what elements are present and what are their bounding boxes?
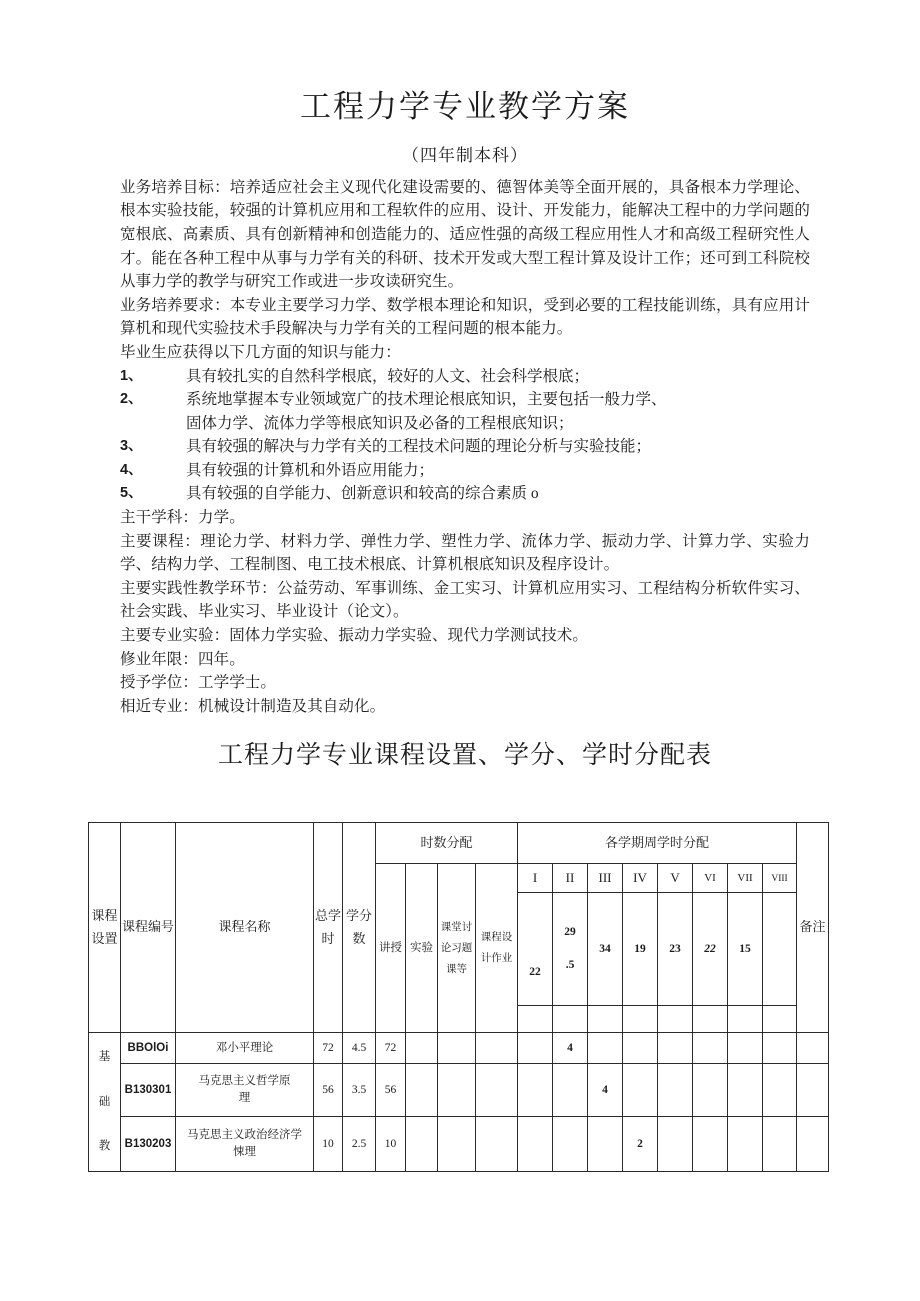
table-row: [89, 1117, 829, 1172]
cell-design: [476, 1064, 518, 1117]
paragraph-study-duration: 修业年限：四年。: [120, 650, 245, 668]
cell-design: [476, 1117, 518, 1172]
header-discussion-label: 课堂讨论习题课等: [440, 921, 473, 975]
header-total-hours: [314, 823, 343, 1033]
spacer-semester-4: [623, 1006, 658, 1033]
cell-sem-6: [693, 1033, 728, 1064]
header-remarks: [797, 823, 829, 1033]
header-design-homework-label: 课程设计作业: [480, 932, 513, 964]
list-item-line: 具有较强的计算机和外语应用能力；: [186, 461, 435, 479]
list-item-line: 具有较强的解决与力学有关的工程技术问题的理论分析与实验技能；: [186, 438, 652, 456]
paragraph-main-discipline: 主干学科：力学。: [120, 509, 245, 527]
cell-sem-2: [553, 1117, 588, 1172]
header-semester-1: [518, 864, 553, 893]
cell-lecture: 56: [376, 1064, 406, 1117]
header-experiment-label: 实验: [410, 941, 433, 954]
cell-sem-4: [623, 1064, 658, 1117]
header-weekly-hours-label: 各学期周学时分配: [605, 834, 710, 850]
paragraph-graduate-intro: 毕业生应获得以下几方面的知识与能力：: [120, 343, 401, 361]
course-schedule-table-wrapper: [88, 822, 828, 1172]
table-title: 工程力学专业课程设置、学分、学时分配表: [217, 742, 712, 770]
course-name-line: 马克思主义哲学原: [198, 1075, 291, 1088]
document-body: [120, 0, 810, 783]
total-semester-2-top: 29: [564, 926, 576, 939]
abilities-list: [120, 365, 810, 507]
paragraph-training-objective: 业务培养目标：培养适应社会主义现代化建设需要的、德智体美等全面开展的，具备根本力学理论、根本实验技能，较强的计算机应用和工程软件的应用、设计、开发能力，能解决工程中的力学问题的宽根底、高素质、具有创新精神和创造能力的、适应性强的高级工程应用性人才和高级工程研究性人才。能在各种工程中从事与力学有关的科研、技术开发或大型工程计算及设计工作；还可到工科院校从事力学的教学与研究工作或进一步攻读研究生。: [120, 178, 810, 291]
cell-sem-2: 4: [553, 1033, 588, 1064]
semester-label: V: [670, 869, 680, 885]
list-item: [120, 388, 810, 435]
paragraph-training-requirement: 业务培养要求：本专业主要学习力学、数学根本理论和知识，受到必要的工程技能训练，具有应用计算机和现代实验技术手段解决与力学有关的工程问题的根本能力。: [120, 296, 810, 338]
table-row: [89, 1064, 829, 1117]
cell-sem-6: [693, 1064, 728, 1117]
semester-label: VIII: [771, 873, 788, 884]
page-subtitle: （四年制本科）: [402, 145, 528, 165]
cell-sem-6: [693, 1117, 728, 1172]
cell-lecture: 10: [376, 1117, 406, 1172]
cell-sem-1: [518, 1117, 553, 1172]
list-item: [120, 435, 810, 459]
cell-sem-7: [728, 1064, 763, 1117]
spacer-semester-6: [693, 1006, 728, 1033]
list-item-line: 固体力学、流体力学等根底知识及必备的工程根底知识；: [186, 414, 574, 432]
cell-sem-5: [658, 1033, 693, 1064]
spacer-semester-7: [728, 1006, 763, 1033]
paragraph-related-major: 相近专业：机械设计制造及其自动化。: [120, 697, 386, 715]
cell-sem-8: [763, 1117, 797, 1172]
cell-course-code: B130301: [121, 1064, 176, 1117]
semester-label: VII: [737, 871, 753, 884]
header-total-hours-label: 总学时: [314, 907, 341, 946]
header-course-code-label: 课程编号: [121, 919, 174, 935]
page-title: 工程力学专业教学方案: [300, 89, 630, 124]
list-item-number: 2、: [120, 391, 143, 408]
list-item-text: [186, 365, 810, 389]
header-credits-label: 学分数: [345, 907, 372, 946]
cell-credits: 4.5: [343, 1033, 376, 1064]
list-item-line: 具有较扎实的自然科学根底，较好的人文、社会科学根底；: [186, 367, 590, 385]
header-lecture: [376, 864, 406, 1033]
header-weekly-hours: [518, 823, 797, 864]
cell-sem-4: 2: [623, 1117, 658, 1172]
cell-sem-7: [728, 1033, 763, 1064]
header-hours-distribution-label: 时数分配: [420, 834, 473, 850]
cell-total-hours: 10: [314, 1117, 343, 1172]
list-item-number: 5、: [120, 485, 143, 502]
list-item-number: 3、: [120, 438, 143, 455]
header-course-code: [121, 823, 176, 1033]
cell-sem-2: [553, 1064, 588, 1117]
cell-course-code: B130203: [121, 1117, 176, 1172]
list-item-line: 具有较强的自学能力、创新意识和较高的综合素质 o: [186, 485, 539, 503]
list-item-line: 系统地掌握本专业领域宽广的技术理论根底知识，主要包括一般力学、: [186, 391, 667, 409]
course-name-line: 理: [238, 1092, 251, 1104]
header-course-name: [176, 823, 314, 1033]
cell-sem-1: [518, 1064, 553, 1117]
cell-course-code: BBOlOi: [121, 1033, 176, 1064]
cell-credits: 3.5: [343, 1064, 376, 1117]
spacer-semester-1: [518, 1006, 553, 1033]
cell-experiment: [406, 1033, 438, 1064]
table-row: [89, 1033, 829, 1064]
header-lecture-label: 讲授: [379, 941, 402, 954]
header-course-setup: [89, 823, 121, 1033]
list-item-text: [186, 459, 810, 483]
cell-sem-5: [658, 1117, 693, 1172]
cell-sem-1: [518, 1033, 553, 1064]
cell-remark: [797, 1117, 829, 1172]
semester-label: II: [565, 869, 575, 885]
cell-course-name: [176, 1117, 314, 1172]
header-remarks-label: 备注: [799, 919, 826, 935]
list-item-number: 1、: [120, 367, 143, 384]
total-semester-2: [553, 893, 588, 1006]
header-discussion: [438, 864, 476, 1033]
header-semester-4: [623, 864, 658, 893]
cell-design: [476, 1033, 518, 1064]
total-semester-1: 22: [518, 893, 553, 1006]
total-semester-3: 34: [588, 893, 623, 1006]
paragraph-practical-teaching: 主要实践性教学环节：公益劳动、军事训练、金工实习、计算机应用实习、工程结构分析软件实习、社会实践、毕业实习、毕业设计（论文）。: [120, 579, 810, 621]
category-char: 基: [98, 1050, 111, 1063]
category-basic-education: [89, 1033, 121, 1172]
list-item-text: [186, 435, 810, 459]
cell-sem-7: [728, 1117, 763, 1172]
cell-sem-4: [623, 1033, 658, 1064]
course-name-line: 邓小平理论: [215, 1041, 274, 1054]
table-header-row-1: [89, 823, 829, 864]
header-semester-7: [728, 864, 763, 893]
cell-sem-3: [588, 1033, 623, 1064]
course-name-line: 马克思主义政治经济学: [187, 1129, 302, 1142]
cell-course-name: [176, 1064, 314, 1117]
spacer-semester-8: [763, 1006, 797, 1033]
spacer-semester-2: [553, 1006, 588, 1033]
header-hours-distribution: [376, 823, 518, 864]
header-semester-8: [763, 864, 797, 893]
cell-sem-3: 4: [588, 1064, 623, 1117]
semester-label: I: [532, 869, 538, 885]
cell-discussion: [438, 1064, 476, 1117]
total-semester-2-bottom: .5: [565, 959, 575, 971]
cell-course-name: [176, 1033, 314, 1064]
list-item: [120, 365, 810, 389]
cell-total-hours: 72: [314, 1033, 343, 1064]
paragraph-main-courses: 主要课程：理论力学、材料力学、弹性力学、塑性力学、流体力学、振动力学、计算力学、实验力学、结构力学、工程制图、电工技术根底、计算机根底知识及程序设计。: [120, 532, 810, 574]
total-semester-5: 23: [658, 893, 693, 1006]
total-semester-6: 22: [693, 893, 728, 1006]
list-item: [120, 482, 810, 506]
list-item: [120, 459, 810, 483]
semester-label: VI: [704, 871, 716, 884]
cell-discussion: [438, 1117, 476, 1172]
spacer-semester-5: [658, 1006, 693, 1033]
header-semester-5: [658, 864, 693, 893]
cell-remark: [797, 1033, 829, 1064]
header-experiment: [406, 864, 438, 1033]
header-semester-3: [588, 864, 623, 893]
semester-label: IV: [633, 869, 647, 885]
header-semester-2: [553, 864, 588, 893]
cell-total-hours: 56: [314, 1064, 343, 1117]
total-semester-4: 19: [623, 893, 658, 1006]
cell-sem-3: [588, 1117, 623, 1172]
list-item-text: [186, 388, 810, 435]
total-semester-8: [763, 893, 797, 1006]
total-semester-7: 15: [728, 893, 763, 1006]
spacer-semester-3: [588, 1006, 623, 1033]
list-item-number: 4、: [120, 461, 143, 478]
course-schedule-table: [88, 822, 829, 1172]
course-name-line: 悚理: [233, 1146, 256, 1158]
cell-credits: 2.5: [343, 1117, 376, 1172]
cell-discussion: [438, 1033, 476, 1064]
category-char: 础: [98, 1095, 111, 1108]
header-semester-6: [693, 864, 728, 893]
header-credits: [343, 823, 376, 1033]
cell-lecture: 72: [376, 1033, 406, 1064]
cell-experiment: [406, 1117, 438, 1172]
cell-sem-8: [763, 1064, 797, 1117]
category-char: 教: [98, 1140, 111, 1153]
header-design-homework: [476, 864, 518, 1033]
paragraph-professional-experiments: 主要专业实验：固体力学实验、振动力学实验、现代力学测试技术。: [120, 627, 589, 645]
list-item-text: [186, 482, 810, 506]
cell-remark: [797, 1064, 829, 1117]
cell-sem-5: [658, 1064, 693, 1117]
cell-sem-8: [763, 1033, 797, 1064]
header-course-name-label: 课程名称: [218, 919, 271, 935]
header-course-setup-label: 课程设置: [91, 907, 118, 946]
paragraph-degree-awarded: 授予学位：工学学士。: [120, 674, 277, 692]
cell-experiment: [406, 1064, 438, 1117]
semester-label: III: [598, 869, 612, 885]
